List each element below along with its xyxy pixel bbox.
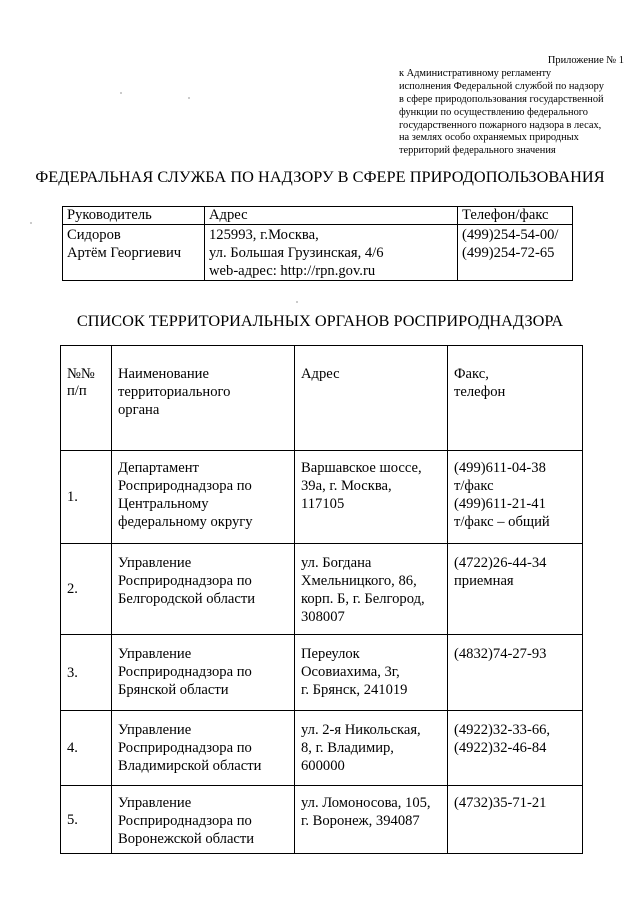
table-header-row [63, 207, 573, 225]
header-cell-name [112, 346, 295, 451]
cell-line: Варшавское шоссе, [301, 460, 422, 476]
cell-line: 117105 [301, 496, 345, 512]
appendix-line: территорий федерального значения [399, 145, 556, 157]
cell-line: 308007 [301, 609, 345, 625]
head-address-cell [205, 225, 458, 281]
cell-line: Росприроднадзора по [118, 813, 252, 829]
cell-line: Управление [118, 646, 192, 662]
cell-line: Хмельницкого, 86, [301, 573, 417, 589]
table-row [61, 635, 583, 711]
territorial-bodies-table [60, 345, 583, 854]
scan-speck [296, 301, 298, 303]
cell-line: (499)611-21-41 [454, 496, 546, 512]
cell-line: территориального [118, 384, 231, 400]
header-cell-phone [448, 346, 583, 451]
cell-line: телефон [454, 384, 506, 400]
cell-line: Факс, [454, 366, 489, 382]
header-cell-address: Адрес [205, 207, 458, 225]
cell-line: Росприроднадзора по [118, 664, 252, 680]
header-cell-number [61, 346, 112, 451]
cell-line: п/п [67, 383, 87, 399]
cell-line: ул. Большая Грузинская, 4/6 [209, 245, 384, 261]
cell-line: (499)254-54-00/ [462, 227, 559, 243]
cell-line: приемная [454, 573, 514, 589]
header-cell-head: Руководитель [63, 207, 205, 225]
cell-line: 8, г. Владимир, [301, 740, 394, 756]
appendix-line: к Административному регламенту [399, 67, 552, 79]
body-name-cell [112, 711, 295, 786]
cell-line: (4732)35-71-21 [454, 795, 547, 811]
cell-line: г. Воронеж, 394087 [301, 813, 420, 829]
cell-line: ул. 2-я Никольская, [301, 722, 421, 738]
appendix-line: исполнения Федеральной службой по надзору [399, 80, 604, 92]
header-cell-phone: Телефон/факс [458, 207, 573, 225]
body-address-cell [295, 711, 448, 786]
header-cell-address [295, 346, 448, 451]
cell-line: Белгородской области [118, 591, 256, 607]
cell-line: Переулок [301, 646, 360, 662]
table-row [61, 544, 583, 635]
cell-line: (4832)74-27-93 [454, 646, 547, 662]
scan-speck [188, 97, 190, 99]
cell-line: Владимирской области [118, 758, 262, 774]
cell-line: Осовиахима, 3г, [301, 664, 400, 680]
row-number: 2. [61, 544, 112, 635]
cell-line: №№ [67, 366, 95, 382]
cell-line: Артём Георгиевич [67, 245, 182, 261]
row-number: 4. [61, 711, 112, 786]
cell-line: т/факс – общий [454, 514, 550, 530]
cell-line: (4922)32-33-66, [454, 722, 551, 738]
cell-line: (4922)32-46-84 [454, 740, 547, 756]
agency-title: ФЕДЕРАЛЬНАЯ СЛУЖБА ПО НАДЗОРУ В СФЕРЕ ПРИРОДОПОЛЬЗОВАНИЯ [35, 167, 605, 186]
table-row [63, 225, 573, 281]
appendix-line: на землях особо охраняемых природных [399, 132, 579, 144]
cell-line: Управление [118, 795, 192, 811]
scan-speck [30, 222, 32, 224]
row-number: 1. [61, 451, 112, 544]
cell-line: органа [118, 402, 160, 418]
cell-line: Воронежской области [118, 831, 255, 847]
cell-line: Адрес [301, 366, 340, 382]
table-row [61, 786, 583, 854]
cell-line: (499)611-04-38 [454, 460, 546, 476]
cell-line: Росприроднадзора по [118, 740, 252, 756]
appendix-note [399, 55, 624, 158]
cell-line: 600000 [301, 758, 345, 774]
cell-line: Центральному [118, 496, 209, 512]
cell-line: Росприроднадзора по [118, 573, 252, 589]
body-address-cell [295, 451, 448, 544]
appendix-line: в сфере природопользования государственной [399, 93, 604, 105]
body-address-cell [295, 635, 448, 711]
table-row [61, 711, 583, 786]
appendix-line: государственного пожарного надзора в лесах, [399, 119, 602, 131]
cell-line: Наименование [118, 366, 209, 382]
cell-line: ул. Ломоносова, 105, [301, 795, 431, 811]
row-number: 3. [61, 635, 112, 711]
cell-line: федеральному округу [118, 514, 253, 530]
cell-line: Сидоров [67, 227, 121, 243]
body-name-cell [112, 544, 295, 635]
body-phone-cell [448, 786, 583, 854]
body-phone-cell [448, 451, 583, 544]
cell-line: Департамент [118, 460, 199, 476]
appendix-number: Приложение № 1 [547, 55, 624, 66]
cell-line: (4722)26-44-34 [454, 555, 547, 571]
cell-line: Брянской области [118, 682, 229, 698]
web-address: web-адрес: http://rpn.gov.ru [209, 263, 376, 279]
body-name-cell [112, 635, 295, 711]
cell-line: Управление [118, 722, 192, 738]
scan-speck [120, 92, 122, 94]
table-row [61, 451, 583, 544]
table-header-row [61, 346, 583, 451]
list-title: СПИСОК ТЕРРИТОРИАЛЬНЫХ ОРГАНОВ РОСПРИРОДНАДЗОРА [76, 311, 564, 330]
appendix-line: функции по осуществлению федерального [399, 106, 588, 118]
cell-line: ул. Богдана [301, 555, 372, 571]
cell-line: 125993, г.Москва, [209, 227, 319, 243]
body-phone-cell [448, 711, 583, 786]
body-name-cell [112, 451, 295, 544]
body-address-cell [295, 544, 448, 635]
cell-line: Росприроднадзора по [118, 478, 252, 494]
cell-line: корп. Б, г. Белгород, [301, 591, 425, 607]
cell-line: (499)254-72-65 [462, 245, 555, 261]
body-phone-cell [448, 635, 583, 711]
head-phone-cell [458, 225, 573, 281]
row-number: 5. [61, 786, 112, 854]
cell-line: т/факс [454, 478, 494, 494]
body-phone-cell [448, 544, 583, 635]
cell-line: 39а, г. Москва, [301, 478, 392, 494]
cell-line: г. Брянск, 241019 [301, 682, 408, 698]
body-address-cell [295, 786, 448, 854]
agency-head-table [62, 206, 573, 281]
cell-line: Управление [118, 555, 192, 571]
head-name-cell [63, 225, 205, 281]
body-name-cell [112, 786, 295, 854]
